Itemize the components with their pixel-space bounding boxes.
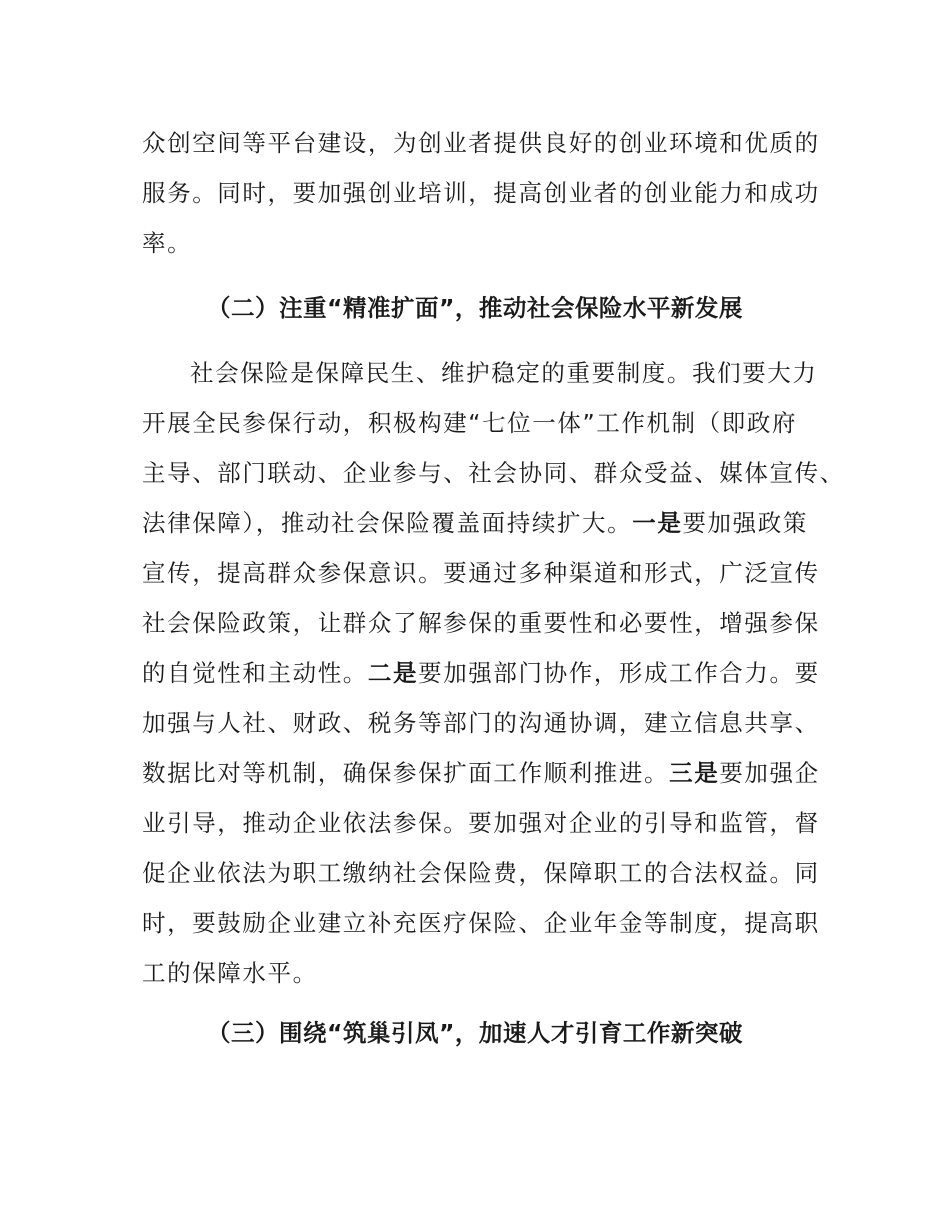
paragraph-line	[142, 508, 822, 538]
text-run: 要加强部门协作，形成工作合力。要	[418, 659, 820, 687]
paragraph-line: 服务。同时，要加强创业培训，提高创业者的创业能力和成功	[142, 179, 820, 207]
bold-marker-third: 三是	[669, 759, 720, 787]
paragraph-line: 宣传，提高群众参保意识。要通过多种渠道和形式，广泛宣传	[142, 559, 820, 587]
paragraph-line: 开展全民参保行动，积极构建“七位一体”工作机制（即政府	[142, 409, 798, 437]
paragraph-line	[142, 658, 822, 688]
section-heading-3: （三）围绕“筑巢引凤”，加速人才引育工作新突破	[207, 1019, 743, 1047]
bold-marker-second: 二是	[367, 659, 419, 687]
paragraph-line: 社会保险是保障民生、维护稳定的重要制度。我们要大力	[190, 359, 818, 387]
paragraph-line: 率。	[142, 229, 193, 257]
text-run: 要加强企	[719, 759, 820, 787]
paragraph-line: 工的保障水平。	[142, 959, 318, 987]
paragraph-line: 众创空间等平台建设，为创业者提供良好的创业环境和优质的	[142, 129, 820, 157]
text-run: 数据比对等机制，确保参保扩面工作顺利推进。	[142, 759, 670, 787]
paragraph-line: 主导、部门联动、企业参与、社会协同、群众受益、媒体宣传、	[142, 459, 845, 487]
paragraph-line	[142, 758, 822, 788]
bold-marker-first: 一是	[632, 509, 683, 537]
paragraph-line: 社会保险政策，让群众了解参保的重要性和必要性，增强参保	[142, 609, 820, 637]
text-run: 要加强政策	[682, 509, 808, 537]
paragraph-line: 业引导，推动企业依法参保。要加强对企业的引导和监管，督	[142, 809, 820, 837]
text-run: 法律保障），推动社会保险覆盖面持续扩大。	[142, 509, 633, 537]
section-heading-2: （二）注重“精准扩面”，推动社会保险水平新发展	[207, 294, 743, 322]
paragraph-line: 加强与人社、财政、税务等部门的沟通协调，建立信息共享、	[142, 709, 820, 737]
paragraph-line: 促企业依法为职工缴纳社会保险费，保障职工的合法权益。同	[142, 859, 820, 887]
text-run: 的自觉性和主动性。	[142, 659, 368, 687]
paragraph-line: 时，要鼓励企业建立补充医疗保险、企业年金等制度，提高职	[142, 909, 820, 937]
